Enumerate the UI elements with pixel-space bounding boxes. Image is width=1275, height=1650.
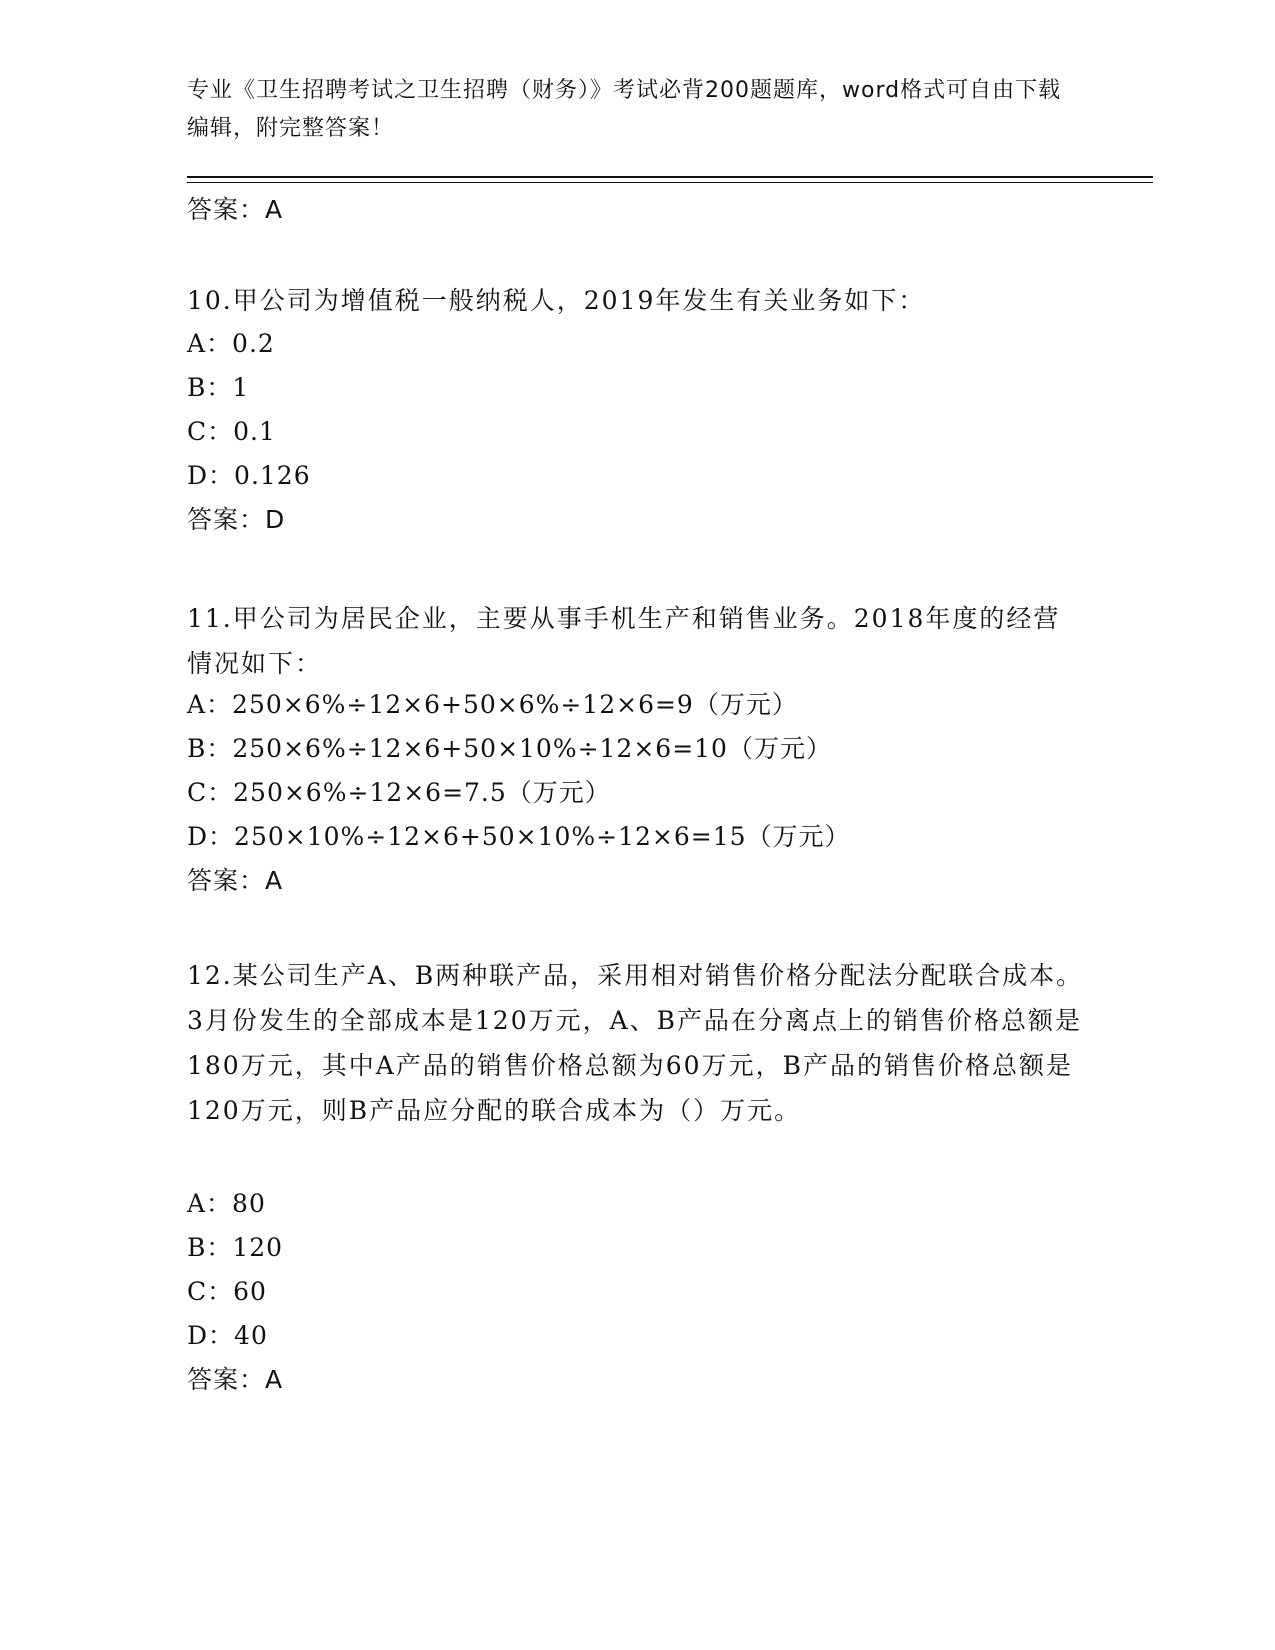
question-10-option-d: D：0.126 (187, 461, 311, 490)
question-11-option-c: C：250×6%÷12×6=7.5（万元） (187, 778, 611, 807)
document-header: 专业《卫生招聘考试之卫生招聘（财务）》考试必背200题题库，word格式可自由下载编辑，附完整答案！ (187, 78, 1062, 141)
question-10-stem: 10.甲公司为增值税一般纳税人，2019年发生有关业务如下： (187, 286, 926, 315)
question-11-option-b: B：250×6%÷12×6+50×10%÷12×6=10（万元） (187, 734, 832, 763)
question-12-option-a: A：80 (187, 1189, 266, 1218)
question-12-option-d: D：40 (187, 1321, 268, 1350)
question-11-option-a: A：250×6%÷12×6+50×6%÷12×6=9（万元） (187, 690, 798, 719)
question-10-option-a: A：0.2 (187, 329, 275, 358)
question-11-option-d: D：250×10%÷12×6+50×10%÷12×6=15（万元） (187, 822, 851, 851)
question-12-option-c: C：60 (187, 1277, 267, 1306)
previous-question-answer: 答案：A (187, 195, 284, 224)
question-11-stem: 11.甲公司为居民企业，主要从事手机生产和销售业务。2018年度的经营情况如下： (187, 604, 1061, 678)
question-12-answer: 答案：A (187, 1365, 284, 1394)
question-10-answer: 答案：D (187, 505, 286, 534)
question-10-option-c: C：0.1 (187, 417, 276, 446)
question-12-option-b: B：120 (187, 1233, 284, 1262)
question-12-stem: 12.某公司生产A、B两种联产品，采用相对销售价格分配法分配联合成本。3月份发生的全部成本是120万元，A、B产品在分离点上的销售价格总额是180万元，其中A产品的销售价格总额为60万元，B产品的销售价格总额是120万元，则B产品应分配的联合成本为（）万元。 (187, 961, 1084, 1125)
question-10-option-b: B：1 (187, 373, 250, 402)
header-rule-thick (187, 176, 1153, 178)
header-rule-thin (187, 182, 1153, 183)
question-11-answer: 答案：A (187, 866, 284, 895)
